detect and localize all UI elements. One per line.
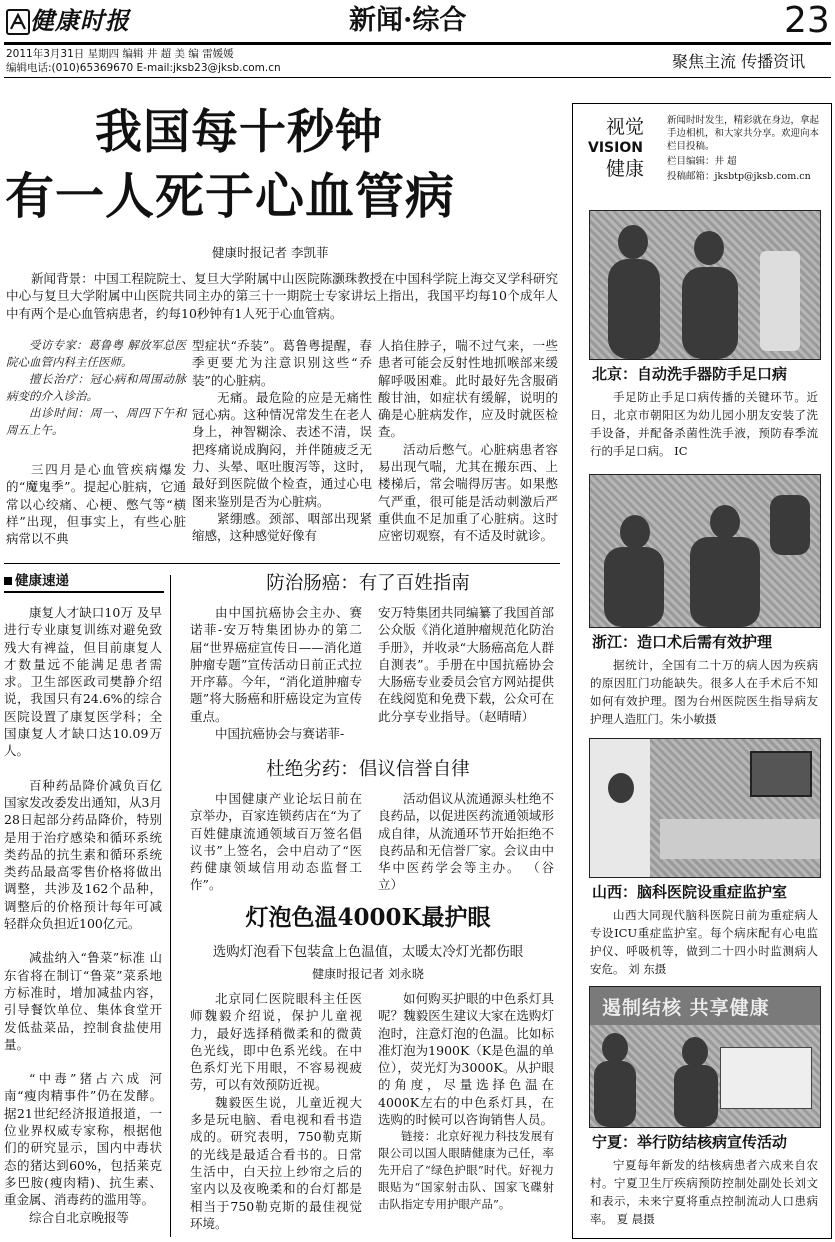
lead-intro-text: 新闻背景：中国工程院院士、复旦大学附属中山医院陈灏珠教授在中国科学院上海交叉学科研究中心与复旦大学附属中山医院共同主办的第三十一期院士专家讲坛上指出，我国平均每10个成年人中有两个是心血管病患者，约每10秒钟有1人死于心血管病。 (6, 271, 558, 321)
lead-byline: 健康时报记者 李凯菲 (212, 245, 329, 260)
photo-4-banner: 遏制结核 共享健康 (602, 997, 770, 1019)
expert-hours: 出诊时间：周一、周四下午和周五上午。 (6, 406, 186, 437)
visual-health-header (582, 114, 822, 196)
brief-item: 百种药品降价减负百亿 国家发改委发出通知，从3月28日起部分药品降价，特别是用于治疗感染和循环系统类药品的抗生素和循环系统类药品最高零售价格将做出调整，共涉及162个品种，调整后的价格预计每年可减轻群众负担近100亿元。 (4, 777, 162, 932)
cancer-col-1 (190, 604, 362, 742)
expert-info: 受访专家：葛鲁粤 解放军总医院心血管内科主任医师。 (6, 338, 186, 369)
drugs-col-2 (378, 790, 554, 894)
bulb-subtitle: 选购灯泡看下包装盒上色温值，太暖太冷灯光都伤眼 (212, 944, 524, 960)
visual-desc: 新闻时时发生，精彩就在身边，拿起手边相机，和大家共分享。欢迎向本栏目投稿。 (667, 115, 820, 152)
masthead-logo: 健康时报 (30, 6, 130, 35)
visual-label-cn-2: 健康 (606, 158, 645, 180)
bulb-col-1 (190, 990, 362, 1232)
brief-item: 康复人才缺口10万 及早进行专业康复训练对避免致残大有裨益，但目前康复人才数量远不能满足患者需求。卫生部医政司樊静介绍说，我国只有24.6%的综合医院设置了康复医学科；全国康复人才缺口达10.09万人。 (4, 605, 162, 759)
lead-intro (6, 270, 558, 322)
masthead-rule-top (4, 42, 831, 45)
health-brief-column (4, 604, 162, 1226)
bulb-byline: 健康时报记者 刘永晓 (312, 967, 424, 981)
drugs-paragraph-2: 活动倡议从流通源头杜绝不良药品，以促进医药流通领域形成自律，从流通环节开始拒绝不良药品和无信誉厂家。会议由中华中医药学会等主办。 （谷 立） (378, 791, 554, 893)
photo-nurse-patient (589, 474, 821, 628)
visual-email: 投稿邮箱：jksbtp@jksb.com.cn (667, 171, 811, 182)
health-brief-title (4, 572, 69, 590)
lead-headline-line-2: 有一人死于心血管病 (5, 168, 456, 225)
visual-editor: 栏目编辑：井 超 (667, 156, 737, 167)
masthead (0, 0, 835, 78)
health-brief-title-text: 健康速递 (15, 573, 69, 589)
bulb-paragraph-3: 如何购买护眼的中色系灯具呢？魏毅医生建议大家在选购灯泡时，注意灯泡的色温。比如标准灯泡为1900K（K是色温的单位），荧光灯为3000K。从护眼的角度，尽量选择色温在4000K左右的中色系灯具，在选购的时候可以咨询销售人员。 (378, 991, 554, 1128)
bulb-paragraph-1: 北京同仁医院眼科主任医师魏毅介绍说，保护儿童视力，最好选择稍微柔和的微黄色光线，即中色系光线。在中色系灯光下用眼，不容易视疲劳，可以有效预防近视。 (190, 991, 362, 1093)
lead-col-1 (6, 337, 186, 547)
section-title: 新闻·综合 (349, 5, 467, 36)
photo-2-title: 浙江：造口术后需有效护理 (592, 633, 773, 651)
visual-label-cn: 视觉 (606, 116, 645, 138)
cancer-paragraph-1: 由中国抗癌协会主办、赛诺菲-安万特集团协办的第二届“世界癌症宣传日——消化道肿瘤专题”宣传活动日前正式拉开序幕。今年，“消化道肿瘤专题”将大肠癌和肝癌设定为宣传重点。 (190, 605, 362, 724)
photo-1-title: 北京：自动洗手器防手足口病 (592, 365, 788, 383)
photo-2-caption: 据统计，全国有二十万的病人因为疾病的原因肛门功能缺失。很多人在手术后不知如何有效护理。图为台州医院医生指导病友护理人造肛门。朱小敏摄 (590, 658, 818, 726)
photo-3-caption: 山西大同现代脑科医院日前为重症病人专设ICU重症监护室。每个病床配有心电监护仪、呼吸机等，做到二十四小时监测病人安危。 刘 东摄 (590, 908, 818, 976)
bulb-link-paragraph: 链接：北京好视力科技发展有限公司以国人眼睛健康为己任，率先开启了“绿色护眼”时代。好视力眼贴为“国家射击队、国家飞碟射击队指定专用护眼产品”。 (378, 1129, 554, 1212)
contact-line: 编辑电话:(010)65369670 E-mail:jksb23@jksb.com.cn (6, 62, 281, 74)
cancer-paragraph-2: 中国抗癌协会与赛诺菲- (215, 726, 345, 742)
lead-col-3 (378, 337, 558, 545)
masthead-rule-bottom (4, 77, 831, 78)
bulb-col-2 (378, 990, 554, 1213)
page-number: 23 (784, 0, 830, 41)
logo-emblem-icon (6, 9, 30, 35)
slogan: 聚焦主流 传播资讯 (672, 52, 806, 71)
lead-col2-paragraph-2: 无痛。最危险的应是无痛性冠心病。这种情况常发生在老人身上，神智糊涂、表述不清，误把疼痛说成胸闷，并伴随疲乏无力、头晕、呕吐腹泻等，这时，最好到医院做个检查，通过心电图来鉴别是否为心脏病。 (192, 389, 372, 509)
date-line: 2011年3月31日 星期四 编辑 井 超 美 编 雷媛媛 (6, 48, 234, 60)
photo-4-caption: 宁夏每年新发的结核病患者六成来自农村。宁夏卫生厅疾病预防控制处副处长刘文和表示，未来宁夏将重点控制流动人口患病率。 夏 晨摄 (590, 1158, 818, 1226)
cancer-col-2 (378, 604, 554, 725)
cancer-headline: 防治肠癌：有了百姓指南 (266, 573, 470, 594)
photo-tb-campaign (589, 986, 821, 1128)
photo-icu-ward (589, 738, 821, 878)
visual-label-en: VISION (588, 140, 643, 156)
health-brief-rule (4, 591, 164, 593)
bulb-paragraph-2: 魏毅医生说，儿童近视大多是玩电脑、看电视和看书造成的。研究表明，750勒克斯的光线是最适合看书的。日常生活中，白天拉上纱帘之后的室内以及夜晚柔和的台灯都是相当于750勒克斯的最佳视觉环境。 (190, 1094, 362, 1231)
square-bullet-icon (4, 577, 12, 585)
lead-headline-line-1: 我国每十秒钟 (95, 105, 383, 160)
lead-col2-paragraph-3: 紧绷感。颈部、咽部出现紧缩感，这种感觉好像有 (192, 510, 372, 544)
photo-3-title: 山西：脑科医院设重症监护室 (592, 883, 788, 901)
brief-item: 减盐纳入“鲁菜”标准 山东省将在制订“鲁菜”菜系地方标准时，增加减盐内容，引导餐饮单位、集体食堂开发低盐菜品，控制食盐使用量。 (4, 950, 162, 1052)
brief-item: “中毒”猪占六成 河南“瘦肉精事件”仍在发酵。据21世纪经济报道报道，一位业界权威专家称，根据他们的研究显示，国内中毒状态的猪达到60%，包括莱克多巴胺(瘦肉精)、抗生素、重金属、消毒药的滥用等。 (4, 1071, 162, 1208)
brief-source: 综合自北京晚报等 (29, 1209, 130, 1225)
lead-col-2 (192, 337, 372, 545)
lead-bottom-rule (4, 563, 560, 564)
lead-col3-paragraph-1: 人掐住脖子，喘不过气来，一些患者可能会反射性地抓喉部来缓解呼吸困难。此时最好先含服硝酸甘油，如症状有缓解，说明的确是心脏病发作，应及时就医检查。 (378, 338, 558, 440)
lead-col3-paragraph-2: 活动后憋气。心脏病患者容易出现气喘，尤其在搬东西、上楼梯后，常会喘得厉害。如果憋气严重，很可能是活动刺激后严重供血不足加重了心脏病。这时应密切观察，有不适及时就诊。 (378, 441, 558, 544)
drugs-headline: 杜绝劣药：倡议信誉自律 (266, 759, 470, 780)
lead-col2-paragraph-1: 型症状“乔装”。葛鲁粤提醒，春季更要尤为注意识别这些“乔装”的心脏病。 (192, 338, 372, 388)
drugs-col-1 (190, 790, 362, 894)
bulb-headline: 灯泡色温4000K最护眼 (245, 904, 491, 931)
photo-1-caption: 手足防止手足口病传播的关键环节。近日，北京市朝阳区为幼儿园小朋友安装了洗手设备，并配备杀菌性洗手液，预防春季流行的手足口病。 IC (590, 390, 818, 458)
lead-col1-paragraph: 三四月是心血管疾病爆发的“魔鬼季”。提起心脏病，它通常以心绞痛、心梗、憋气等“横样”出现，但事实上，有些心脏病常以不典 (6, 462, 186, 547)
column-divider (170, 575, 171, 1237)
expert-specialty: 擅长治疗：冠心病和周围动脉病变的介入诊治。 (6, 372, 186, 403)
photo-handwash-children (589, 210, 821, 360)
photo-4-title: 宁夏：举行防结核病宣传活动 (592, 1133, 788, 1151)
cancer-paragraph-3: 安万特集团共同编纂了我国首部公众版《消化道肿瘤规范化防治手册》，并收录“大肠癌高危人群自测表”。手册在中国抗癌协会大肠癌专业委员会官方网站提供在线阅览和免费下载，公众可在此分享专业指导。（赵晴晴） (378, 605, 554, 724)
drugs-paragraph-1: 中国健康产业论坛日前在京举办，百家连锁药店在“为了百姓健康流通领域百万签名倡议书”上签名，会中启动了“医药健康领域信用动态监督工作”。 (190, 791, 362, 893)
